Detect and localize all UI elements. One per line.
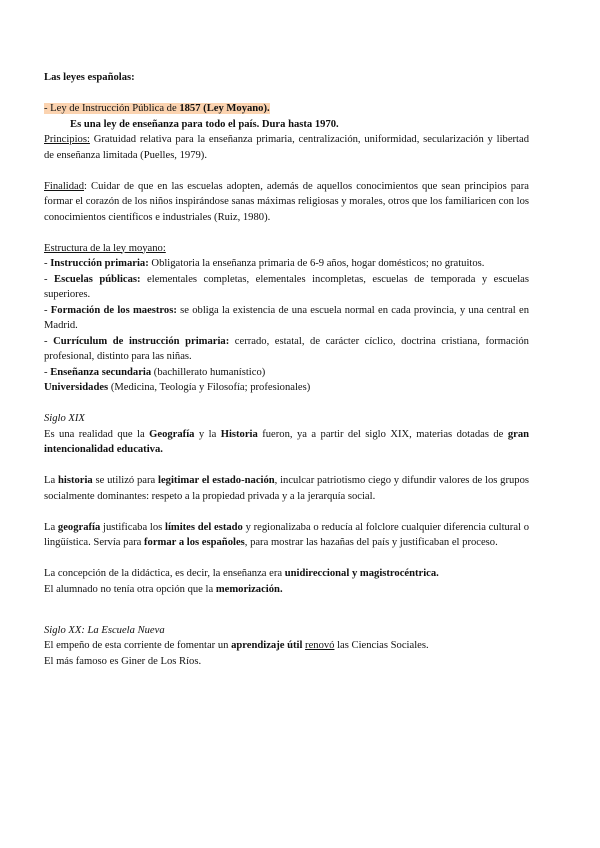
estructura-item: - Enseñanza secundaria (bachillerato humanístico)	[44, 366, 266, 378]
estructura-heading: Estructura de la ley moyano:	[44, 242, 166, 254]
document-body	[44, 70, 529, 669]
estructura-item: - Currículum de instrucción primaria: cerrado, estatal, de carácter cíclico, doctrina cristiana, formación profesional, distinto para las niñas.	[44, 335, 529, 362]
ley-prefix: - Ley de Instrucción Pública de	[44, 103, 180, 114]
finalidad-label: Finalidad	[44, 180, 85, 192]
finalidad-paragraph	[44, 179, 529, 226]
siglo19-paragraph-3: La geografía justificaba los límites del estado y regionalizaba o reducía al folclore cualquier diferencia cultural o lingüística. Servía para formar a los españoles, para mostrar las hazañas del país y justificaban el proceso.	[44, 521, 530, 548]
principios-text: Gratuidad relativa para la enseñanza primaria, centralización, uniformidad, secularización y libertad de enseñanza limitada (Puelles, 1979).	[44, 134, 529, 161]
siglo20-paragraph-1: El empeño de esta corriente de fomentar un aprendizaje útil renovó las Ciencias Sociales.	[44, 640, 429, 651]
finalidad-text: : Cuidar de que en las escuelas adopten, además de aquellos conocimientos que sean principios para formar el corazón de los niños inspirándose sanas máximas religiosas y morales, otros que los familiaricen con los conocimientos científicos e industriales (Ruiz, 1980).	[44, 180, 529, 223]
siglo19-heading: Siglo XIX	[44, 413, 85, 424]
estructura-item: - Instrucción primaria: Obligatoria la enseñanza primaria de 6-9 años, hogar domésticos; no gratuitos.	[44, 258, 485, 269]
ley-line	[44, 101, 529, 117]
siglo20-paragraph-2: El más famoso es Giner de Los Ríos.	[44, 655, 202, 667]
estructura-item: Universidades (Medicina, Teología y Filosofía; profesionales)	[44, 382, 311, 393]
ley-highlight	[44, 103, 270, 114]
ley-date: 1857 (Ley Moyano).	[179, 103, 270, 114]
estructura-item: - Formación de los maestros: se obliga la existencia de una escuela normal en cada provincia, y una central en Madrid.	[44, 304, 529, 331]
siglo19-paragraph-1: Es una realidad que la Geografía y la Historia fueron, ya a partir del siglo XIX, materias dotadas de gran intencionalidad educativa.	[44, 428, 530, 455]
principios-paragraph	[44, 132, 529, 163]
estructura-item: - Escuelas públicas: elementales completas, elementales incompletas, escuelas de temporada y escuelas superiores.	[44, 273, 529, 300]
principios-label: Principios:	[44, 134, 90, 145]
siglo19-paragraph-4: La concepción de la didáctica, es decir, la enseñanza era unidireccional y magistrocéntrica.	[44, 568, 439, 579]
document-title: Las leyes españolas:	[44, 72, 135, 83]
siglo19-paragraph-5: El alumnado no tenía otra opción que la memorización.	[44, 583, 283, 595]
siglo20-heading: Siglo XX: La Escuela Nueva	[44, 624, 165, 636]
ley-subtitle: Es una ley de enseñanza para todo el país. Dura hasta 1970.	[70, 118, 339, 130]
siglo19-paragraph-2: La historia se utilizó para legitimar el estado-nación, inculcar patriotismo ciego y difundir valores de los grupos socialmente dominantes: respeto a la propiedad privada y a la jerarquía social.	[44, 475, 530, 502]
